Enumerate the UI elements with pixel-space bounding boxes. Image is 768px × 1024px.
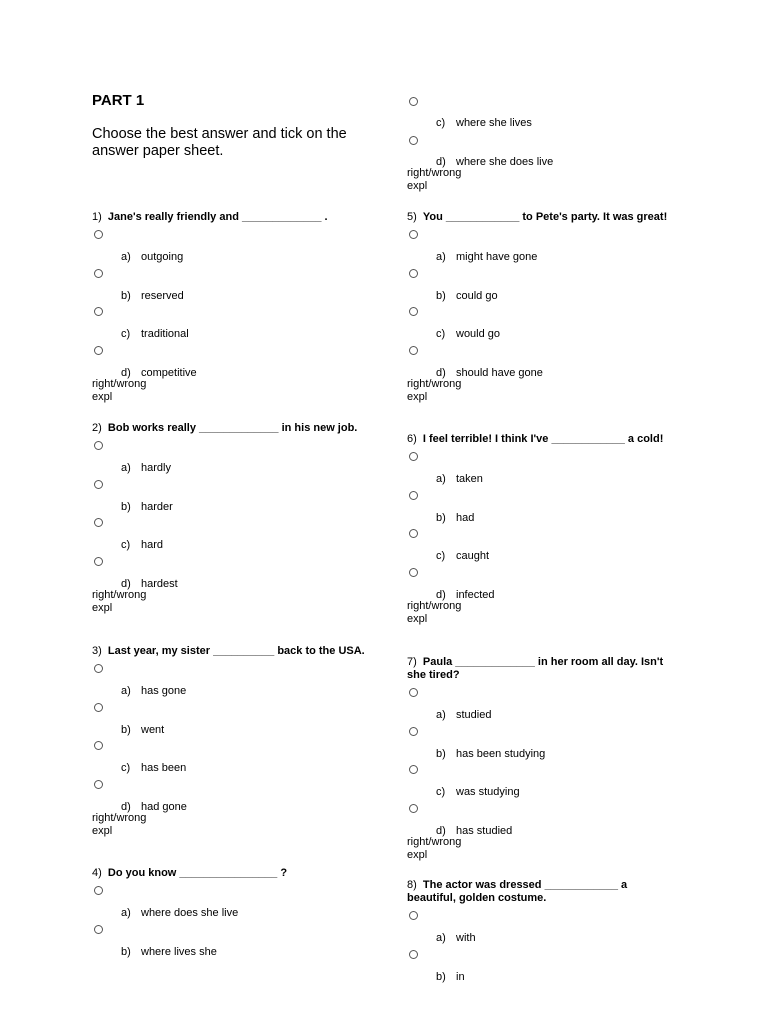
option-label <box>121 251 183 263</box>
option-a <box>92 435 382 474</box>
option-text: reserved <box>141 289 184 302</box>
radio-button-b[interactable] <box>94 480 103 489</box>
option-a <box>92 658 382 697</box>
option-letter: a) <box>436 251 446 263</box>
option-b <box>92 263 382 302</box>
option-a <box>407 446 672 485</box>
option-label <box>121 724 164 736</box>
option-label <box>121 290 184 302</box>
option-text: has been studying <box>456 747 546 760</box>
question-stem <box>407 211 672 224</box>
question-text: You ____________ to Pete's party. It was great! <box>422 211 668 223</box>
option-letter: d) <box>436 155 446 168</box>
expl-label: expl <box>407 848 428 861</box>
radio-button-d[interactable] <box>94 557 103 566</box>
radio-button-d[interactable] <box>94 346 103 355</box>
radio-button-c[interactable] <box>409 765 418 774</box>
question-stem <box>407 433 672 446</box>
radio-button-a[interactable] <box>409 230 418 239</box>
radio-button-d[interactable] <box>409 136 418 145</box>
option-c <box>92 735 382 774</box>
option-text: with <box>456 932 476 944</box>
question-stem <box>407 879 672 905</box>
option-letter: c) <box>436 328 446 341</box>
question-stem <box>92 867 382 880</box>
option-b <box>92 697 382 736</box>
option-text: traditional <box>141 328 189 341</box>
question-4-continued <box>407 82 672 192</box>
option-text: studied <box>456 709 492 721</box>
radio-button-b[interactable] <box>409 269 418 278</box>
option-letter: c) <box>121 328 131 341</box>
question-number: 4) <box>92 867 102 879</box>
option-a <box>407 682 672 721</box>
radio-button-b[interactable] <box>94 269 103 278</box>
feedback-label: right/wrong <box>92 589 147 602</box>
question-stem <box>92 422 382 435</box>
option-label <box>436 786 520 798</box>
radio-button-d[interactable] <box>94 780 103 789</box>
expl-label: expl <box>407 390 428 403</box>
option-label <box>436 367 543 379</box>
question-text: Jane's really friendly and _____________ . <box>107 211 328 223</box>
instructions: Choose the best answer and tick on the answer paper sheet. <box>92 126 347 159</box>
option-text: could go <box>456 289 498 302</box>
question-number: 2) <box>92 422 102 434</box>
option-label <box>436 589 495 601</box>
option-label <box>436 473 483 485</box>
radio-button-b[interactable] <box>409 727 418 736</box>
feedback-label: right/wrong <box>92 812 147 825</box>
option-label <box>121 762 186 774</box>
expl-label: expl <box>92 390 113 403</box>
option-label <box>121 685 186 697</box>
option-letter: d) <box>436 824 446 837</box>
option-text: hard <box>141 539 164 552</box>
option-d <box>407 340 672 379</box>
option-d <box>407 798 672 837</box>
option-label <box>121 907 238 919</box>
option-label <box>436 328 500 340</box>
option-letter: d) <box>121 577 131 590</box>
option-label <box>121 328 189 340</box>
option-letter: a) <box>121 907 131 919</box>
option-letter: b) <box>436 970 446 983</box>
question-stem <box>92 645 382 658</box>
question-text: Do you know ________________ ? <box>107 867 288 879</box>
option-letter: a) <box>121 251 131 263</box>
radio-button-b[interactable] <box>409 950 418 959</box>
option-b <box>407 263 672 302</box>
option-label <box>121 462 171 474</box>
question-3 <box>92 645 382 837</box>
feedback-label: right/wrong <box>407 600 462 613</box>
radio-button-a[interactable] <box>409 911 418 920</box>
option-text: outgoing <box>141 251 184 263</box>
radio-button-d[interactable] <box>409 568 418 577</box>
feedback-label: right/wrong <box>407 167 462 180</box>
question-2 <box>92 422 382 614</box>
option-text: competitive <box>141 366 197 379</box>
question-text: I feel terrible! I think I've ____________ a cold! <box>422 433 664 445</box>
option-letter: a) <box>121 685 131 697</box>
part-title: PART 1 <box>92 92 145 109</box>
option-c <box>92 301 382 340</box>
feedback-label: right/wrong <box>407 836 462 849</box>
option-letter: b) <box>121 500 131 513</box>
radio-button-a[interactable] <box>94 441 103 450</box>
expl-label: expl <box>92 601 113 614</box>
option-label <box>121 367 197 379</box>
radio-button-c[interactable] <box>409 97 418 106</box>
option-label <box>436 251 537 263</box>
option-label <box>436 709 491 721</box>
option-letter: c) <box>436 550 446 563</box>
question-7 <box>407 656 672 861</box>
option-letter: b) <box>121 723 131 736</box>
option-b <box>407 721 672 760</box>
option-letter: b) <box>436 511 446 524</box>
radio-button-c[interactable] <box>94 307 103 316</box>
question-5 <box>407 211 672 403</box>
radio-button-c[interactable] <box>409 529 418 538</box>
option-letter: d) <box>436 588 446 601</box>
question-1 <box>92 211 382 403</box>
option-label <box>436 512 474 524</box>
option-text: taken <box>456 473 483 485</box>
question-number: 6) <box>407 433 417 445</box>
option-text: infected <box>456 588 495 601</box>
expl-label: expl <box>92 824 113 837</box>
option-label <box>436 971 465 983</box>
option-label <box>436 156 553 168</box>
question-8 <box>407 879 672 982</box>
option-text: where lives she <box>141 945 217 958</box>
feedback-label: right/wrong <box>407 378 462 391</box>
option-c <box>407 523 672 562</box>
option-text: has studied <box>456 824 513 837</box>
option-b <box>92 474 382 513</box>
option-a <box>407 905 672 944</box>
option-text: would go <box>456 328 501 341</box>
option-d <box>407 562 672 601</box>
radio-button-d[interactable] <box>409 804 418 813</box>
option-label <box>436 550 489 562</box>
option-label <box>436 932 476 944</box>
option-letter: d) <box>121 366 131 379</box>
option-text: hardly <box>141 462 171 474</box>
option-c <box>92 512 382 551</box>
radio-button-a[interactable] <box>94 886 103 895</box>
option-a <box>92 880 382 919</box>
radio-button-a[interactable] <box>409 452 418 461</box>
option-text: might have gone <box>456 251 538 263</box>
option-letter: b) <box>121 945 131 958</box>
option-text: harder <box>141 500 173 513</box>
option-b <box>92 919 382 958</box>
option-letter: b) <box>121 289 131 302</box>
radio-button-c[interactable] <box>94 741 103 750</box>
question-text: Bob works really _____________ in his new job. <box>107 422 358 434</box>
question-6 <box>407 433 672 625</box>
question-number: 7) <box>407 656 417 668</box>
option-letter: b) <box>436 289 446 302</box>
radio-button-b[interactable] <box>94 925 103 934</box>
option-text: had <box>456 511 475 524</box>
option-label <box>121 501 173 513</box>
option-letter: c) <box>121 762 131 775</box>
option-label <box>436 825 512 837</box>
option-d <box>92 774 382 813</box>
radio-button-a[interactable] <box>94 230 103 239</box>
option-b <box>407 485 672 524</box>
option-letter: d) <box>436 366 446 379</box>
option-a <box>92 224 382 263</box>
option-d <box>92 551 382 590</box>
option-text: where she does live <box>456 155 554 168</box>
radio-button-c[interactable] <box>94 518 103 527</box>
option-text: caught <box>456 550 490 563</box>
option-a <box>407 224 672 263</box>
option-d <box>92 340 382 379</box>
question-number: 8) <box>407 879 417 891</box>
option-letter: a) <box>436 473 446 485</box>
option-c <box>407 82 672 129</box>
option-letter: a) <box>436 932 446 944</box>
option-label <box>121 539 163 551</box>
question-text: Last year, my sister __________ back to the USA. <box>107 645 365 657</box>
question-text: The actor was dressed ____________ a beautiful, golden costume. <box>407 879 628 904</box>
option-label <box>121 578 178 590</box>
option-text: went <box>141 723 165 736</box>
radio-button-a[interactable] <box>94 664 103 673</box>
question-stem <box>407 656 672 682</box>
question-stem <box>92 211 382 224</box>
expl-label: expl <box>407 612 428 625</box>
question-number: 5) <box>407 211 417 223</box>
option-label <box>121 801 187 813</box>
option-label <box>121 946 217 958</box>
question-number: 1) <box>92 211 102 223</box>
option-text: where does she live <box>141 907 239 919</box>
option-label <box>436 748 545 760</box>
radio-button-c[interactable] <box>409 307 418 316</box>
radio-button-b[interactable] <box>94 703 103 712</box>
radio-button-b[interactable] <box>409 491 418 500</box>
option-letter: c) <box>436 117 446 129</box>
radio-button-d[interactable] <box>409 346 418 355</box>
feedback-label: right/wrong <box>92 378 147 391</box>
option-label <box>436 290 498 302</box>
option-text: in <box>456 970 465 983</box>
option-text: hardest <box>141 577 178 590</box>
expl-label: expl <box>407 179 428 192</box>
question-text: Paula _____________ in her room all day. Isn't she tired? <box>407 656 664 681</box>
option-text: has been <box>141 762 187 775</box>
option-text: was studying <box>456 786 520 799</box>
option-letter: c) <box>436 786 446 799</box>
radio-button-a[interactable] <box>409 688 418 697</box>
option-b <box>407 944 672 983</box>
option-c <box>407 301 672 340</box>
option-d <box>407 121 672 168</box>
option-text: has gone <box>141 685 187 697</box>
option-letter: c) <box>121 539 131 552</box>
option-text: where she lives <box>456 117 532 129</box>
option-letter: b) <box>436 747 446 760</box>
question-4 <box>92 867 382 957</box>
option-letter: a) <box>436 709 446 721</box>
option-letter: a) <box>121 462 131 474</box>
question-number: 3) <box>92 645 102 657</box>
option-letter: d) <box>121 800 131 813</box>
option-text: had gone <box>141 800 187 813</box>
option-c <box>407 759 672 798</box>
option-text: should have gone <box>456 366 543 379</box>
